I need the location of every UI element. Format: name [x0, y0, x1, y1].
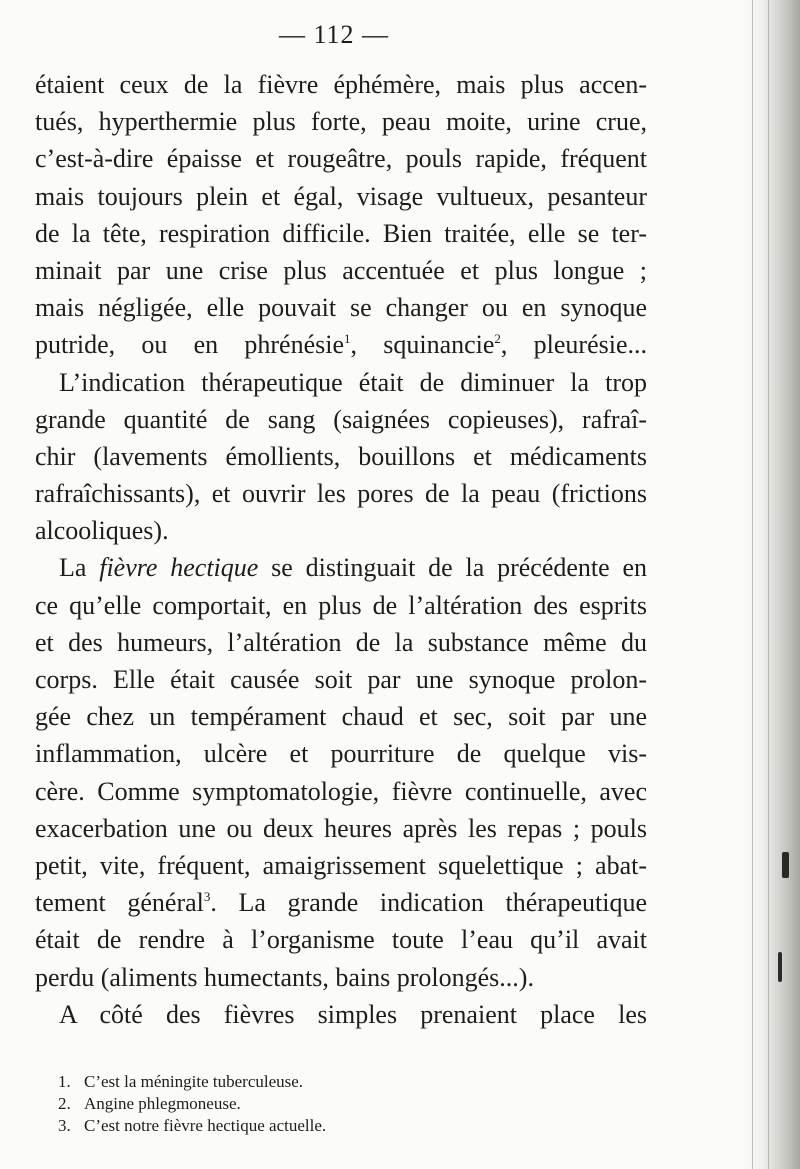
- footnote-ref-1: 1: [344, 331, 351, 347]
- text-line: perdu (aliments humectants, bains prolongés...).: [35, 962, 534, 992]
- text-line: petit, vite, fréquent, amaigrissement squelettique ; abat-: [35, 850, 647, 880]
- text-line: mais toujours plein et égal, visage vultueux, pesanteur: [35, 181, 647, 211]
- text-run: La: [59, 553, 87, 583]
- text-line: A côté des fièvres simples prenaient place les: [59, 999, 647, 1029]
- text-line: corps. Elle était causée soit par une synoque prolon-: [35, 665, 647, 694]
- footnote-text: Angine phlegmoneuse.: [84, 1094, 241, 1113]
- text-run: se distinguait de la précédente en: [271, 553, 648, 583]
- text-line: minait par une crise plus accentuée et plus longue ;: [35, 255, 647, 285]
- text-line: alcooliques).: [35, 516, 169, 546]
- text-line: étaient ceux de la fièvre éphémère, mais plus accen-: [35, 70, 647, 99]
- footnote-ref-3: 3: [203, 889, 211, 905]
- footnote-number: 3.: [58, 1116, 71, 1135]
- text-run: . La grande indication thérapeutique: [210, 888, 647, 918]
- text-line: cère. Comme symptomatologie, fièvre continuelle, avec: [35, 776, 647, 806]
- italic-term: fièvre hectique: [99, 553, 259, 583]
- text-line: de la tête, respiration difficile. Bien traitée, elle se ter-: [35, 218, 647, 248]
- footnote-text: C’est notre fièvre hectique actuelle.: [84, 1116, 327, 1135]
- footnote: [58, 1071, 618, 1093]
- text-line: gée chez un tempérament chaud et sec, soit par une: [35, 702, 647, 732]
- scan-speck: [778, 952, 782, 982]
- text-line: L’indication thérapeutique était de diminuer la trop: [59, 367, 647, 397]
- text-line: [35, 884, 647, 921]
- page-number: — 112 —: [278, 20, 390, 49]
- footnote-ref-2: 2: [494, 331, 501, 347]
- text-line: rafraîchissants), et ouvrir les pores de la peau (frictions: [35, 479, 647, 509]
- text-line: exacerbation une ou deux heures après les repas ; pouls: [35, 813, 647, 843]
- footnote: [58, 1093, 618, 1115]
- footnote-number: 1.: [58, 1072, 71, 1091]
- text-run: putride, ou en phrénésie: [35, 330, 344, 360]
- text-run: , squinancie: [350, 330, 495, 360]
- text-line: c’est-à-dire épaisse et rougeâtre, pouls rapide, fréquent: [35, 144, 647, 174]
- page-edge-line: [752, 0, 753, 1169]
- text-line: était de rendre à l’organisme toute l’eau qu’il avait: [35, 925, 647, 955]
- text-run: , pleurésie...: [500, 330, 647, 360]
- text-line: tués, hyperthermie plus forte, peau moite, urine crue,: [35, 107, 647, 137]
- page-edge-shadow: [742, 0, 800, 1169]
- text-line: grande quantité de sang (saignées copieuses), rafraî-: [35, 404, 647, 434]
- text-line: mais négligée, elle pouvait se changer ou en synoque: [35, 293, 647, 323]
- footnote-text: C’est la méningite tuberculeuse.: [84, 1072, 304, 1091]
- footnote: [58, 1115, 618, 1137]
- footnotes: [58, 1071, 618, 1137]
- text-run: tement général: [35, 888, 204, 918]
- text-line: inflammation, ulcère et pourriture de quelque vis-: [35, 739, 647, 769]
- footnote-number: 2.: [58, 1094, 71, 1113]
- body-text: [35, 66, 647, 1033]
- text-line: [35, 549, 647, 586]
- page-edge-line: [768, 0, 769, 1169]
- text-line: [35, 326, 647, 363]
- text-line: chir (lavements émollients, bouillons et médicaments: [35, 441, 647, 471]
- text-line: et des humeurs, l’altération de la substance même du: [35, 627, 647, 657]
- text-line: ce qu’elle comportait, en plus de l’altération des esprits: [35, 590, 647, 620]
- scan-speck: [782, 852, 789, 878]
